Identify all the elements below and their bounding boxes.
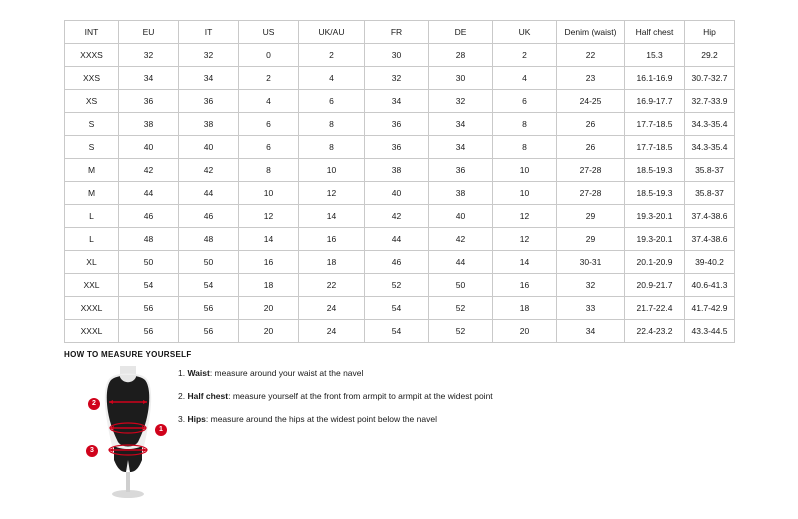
cell: 4: [299, 67, 365, 90]
cell: 36: [365, 113, 429, 136]
cell: 8: [299, 136, 365, 159]
cell: 44: [179, 182, 239, 205]
measure-badge-1: 1: [155, 424, 167, 436]
cell: 10: [239, 182, 299, 205]
cell: 14: [299, 205, 365, 228]
cell: 40: [119, 136, 179, 159]
cell: 33: [557, 297, 625, 320]
table-row: [65, 44, 735, 67]
table-row: [65, 251, 735, 274]
column-header: INT: [65, 21, 119, 44]
measure-badge-2: 2: [88, 398, 100, 410]
cell: 32: [365, 67, 429, 90]
cell: 34: [119, 67, 179, 90]
cell: 34.3-35.4: [685, 136, 735, 159]
cell: M: [65, 159, 119, 182]
cell: 6: [239, 136, 299, 159]
table-row: [65, 182, 735, 205]
cell: 40.6-41.3: [685, 274, 735, 297]
cell: 38: [429, 182, 493, 205]
cell: 37.4-38.6: [685, 205, 735, 228]
cell: 38: [119, 113, 179, 136]
cell: 22: [557, 44, 625, 67]
cell: 2: [493, 44, 557, 67]
cell: 54: [179, 274, 239, 297]
column-header: Hip: [685, 21, 735, 44]
cell: 14: [493, 251, 557, 274]
cell: 52: [429, 297, 493, 320]
cell: 16: [239, 251, 299, 274]
cell: 36: [119, 90, 179, 113]
measure-text-waist: : measure around your waist at the navel: [209, 368, 364, 378]
cell: 18.5-19.3: [625, 182, 685, 205]
measure-text-half-chest: : measure yourself at the front from armpit to armpit at the widest point: [228, 391, 493, 402]
cell: 36: [429, 159, 493, 182]
cell: S: [65, 136, 119, 159]
table-row: [65, 159, 735, 182]
cell: 30: [429, 67, 493, 90]
cell: 17.7-18.5: [625, 136, 685, 159]
cell: 16.9-17.7: [625, 90, 685, 113]
cell: 4: [493, 67, 557, 90]
cell: 44: [429, 251, 493, 274]
cell: 44: [365, 228, 429, 251]
table-row: [65, 274, 735, 297]
cell: 56: [119, 320, 179, 343]
cell: 30.7-32.7: [685, 67, 735, 90]
cell: 42: [179, 159, 239, 182]
cell: 52: [429, 320, 493, 343]
cell: 24: [299, 320, 365, 343]
column-header: UK: [493, 21, 557, 44]
cell: 34: [365, 90, 429, 113]
cell: 44: [119, 182, 179, 205]
cell: 12: [239, 205, 299, 228]
cell: 22: [299, 274, 365, 297]
cell: 16: [493, 274, 557, 297]
cell: 28: [429, 44, 493, 67]
table-row: [65, 228, 735, 251]
cell: XXXS: [65, 44, 119, 67]
measure-term-half-chest: Half chest: [187, 391, 229, 402]
cell: 20: [239, 320, 299, 343]
cell: XS: [65, 90, 119, 113]
cell: 46: [179, 205, 239, 228]
cell: L: [65, 228, 119, 251]
cell: 2: [299, 44, 365, 67]
cell: 16: [299, 228, 365, 251]
cell: XXL: [65, 274, 119, 297]
column-header: Half chest: [625, 21, 685, 44]
cell: 10: [299, 159, 365, 182]
column-header: IT: [179, 21, 239, 44]
cell: 34: [179, 67, 239, 90]
cell: 50: [429, 274, 493, 297]
cell: 12: [493, 205, 557, 228]
cell: 2: [239, 67, 299, 90]
cell: 21.7-22.4: [625, 297, 685, 320]
cell: 39-40.2: [685, 251, 735, 274]
cell: 32: [179, 44, 239, 67]
cell: XXXL: [65, 320, 119, 343]
cell: 18: [239, 274, 299, 297]
cell: 43.3-44.5: [685, 320, 735, 343]
cell: XL: [65, 251, 119, 274]
cell: 6: [239, 113, 299, 136]
cell: 54: [365, 320, 429, 343]
cell: 29: [557, 228, 625, 251]
cell: 34: [429, 136, 493, 159]
cell: 29.2: [685, 44, 735, 67]
cell: 6: [299, 90, 365, 113]
cell: 40: [365, 182, 429, 205]
cell: 20: [493, 320, 557, 343]
table-body: [65, 44, 735, 343]
measure-number-3: 3.: [178, 414, 186, 425]
table-row: [65, 67, 735, 90]
column-header: DE: [429, 21, 493, 44]
measure-badge-3: 3: [86, 445, 98, 457]
column-header: FR: [365, 21, 429, 44]
cell: 56: [179, 320, 239, 343]
cell: 18: [299, 251, 365, 274]
measure-term-waist: Waist: [187, 368, 210, 378]
cell: 40: [429, 205, 493, 228]
cell: 27-28: [557, 182, 625, 205]
cell: XXXL: [65, 297, 119, 320]
table-row: [65, 113, 735, 136]
cell: 36: [365, 136, 429, 159]
cell: 15.3: [625, 44, 685, 67]
cell: 54: [119, 274, 179, 297]
cell: 38: [179, 113, 239, 136]
cell: 8: [239, 159, 299, 182]
cell: 22.4-23.2: [625, 320, 685, 343]
cell: 10: [493, 159, 557, 182]
cell: 30: [365, 44, 429, 67]
cell: 12: [493, 228, 557, 251]
cell: 20.9-21.7: [625, 274, 685, 297]
measure-number-2: 2.: [178, 391, 186, 402]
cell: 6: [493, 90, 557, 113]
cell: 42: [119, 159, 179, 182]
cell: 46: [365, 251, 429, 274]
table-row: [65, 136, 735, 159]
cell: 34: [557, 320, 625, 343]
cell: 27-28: [557, 159, 625, 182]
cell: 48: [119, 228, 179, 251]
cell: 38: [365, 159, 429, 182]
cell: 52: [365, 274, 429, 297]
cell: 24-25: [557, 90, 625, 113]
cell: M: [65, 182, 119, 205]
column-header: US: [239, 21, 299, 44]
cell: 17.7-18.5: [625, 113, 685, 136]
cell: 12: [299, 182, 365, 205]
cell: 23: [557, 67, 625, 90]
cell: 32: [429, 90, 493, 113]
size-chart-container: [64, 20, 734, 343]
cell: 42: [429, 228, 493, 251]
cell: 32: [557, 274, 625, 297]
how-to-measure-title: HOW TO MEASURE YOURSELF: [64, 350, 192, 359]
measure-term-hips: Hips: [187, 414, 206, 425]
cell: 29: [557, 205, 625, 228]
cell: 18: [493, 297, 557, 320]
measure-text-hips: : measure around the hips at the widest point below the navel: [205, 414, 437, 425]
measure-instruction-half-chest: [178, 391, 598, 401]
cell: 36: [179, 90, 239, 113]
cell: 10: [493, 182, 557, 205]
cell: 0: [239, 44, 299, 67]
cell: 34.3-35.4: [685, 113, 735, 136]
cell: 50: [179, 251, 239, 274]
cell: 56: [179, 297, 239, 320]
table-row: [65, 297, 735, 320]
cell: 30-31: [557, 251, 625, 274]
cell: 35.8-37: [685, 182, 735, 205]
cell: 26: [557, 136, 625, 159]
cell: 32: [119, 44, 179, 67]
how-to-measure-list: [178, 368, 598, 438]
cell: 26: [557, 113, 625, 136]
cell: 20: [239, 297, 299, 320]
column-header: UK/AU: [299, 21, 365, 44]
cell: 19.3-20.1: [625, 205, 685, 228]
cell: 35.8-37: [685, 159, 735, 182]
cell: 40: [179, 136, 239, 159]
table-header-row: [65, 21, 735, 44]
cell: 41.7-42.9: [685, 297, 735, 320]
cell: XXS: [65, 67, 119, 90]
table-row: [65, 90, 735, 113]
cell: 37.4-38.6: [685, 228, 735, 251]
cell: 18.5-19.3: [625, 159, 685, 182]
cell: 34: [429, 113, 493, 136]
column-header: Denim (waist): [557, 21, 625, 44]
cell: 16.1-16.9: [625, 67, 685, 90]
cell: 32.7-33.9: [685, 90, 735, 113]
cell: S: [65, 113, 119, 136]
cell: 14: [239, 228, 299, 251]
cell: 24: [299, 297, 365, 320]
column-header: EU: [119, 21, 179, 44]
cell: 20.1-20.9: [625, 251, 685, 274]
cell: 8: [299, 113, 365, 136]
size-chart-table: [64, 20, 735, 343]
cell: 19.3-20.1: [625, 228, 685, 251]
cell: 48: [179, 228, 239, 251]
cell: 46: [119, 205, 179, 228]
measure-number-1: 1.: [178, 368, 186, 378]
cell: 56: [119, 297, 179, 320]
cell: 4: [239, 90, 299, 113]
cell: 54: [365, 297, 429, 320]
cell: 8: [493, 136, 557, 159]
table-row: [65, 320, 735, 343]
cell: 50: [119, 251, 179, 274]
measure-instruction-waist: [178, 368, 598, 378]
cell: 8: [493, 113, 557, 136]
cell: 42: [365, 205, 429, 228]
table-row: [65, 205, 735, 228]
cell: L: [65, 205, 119, 228]
measure-instruction-hips: [178, 414, 598, 424]
